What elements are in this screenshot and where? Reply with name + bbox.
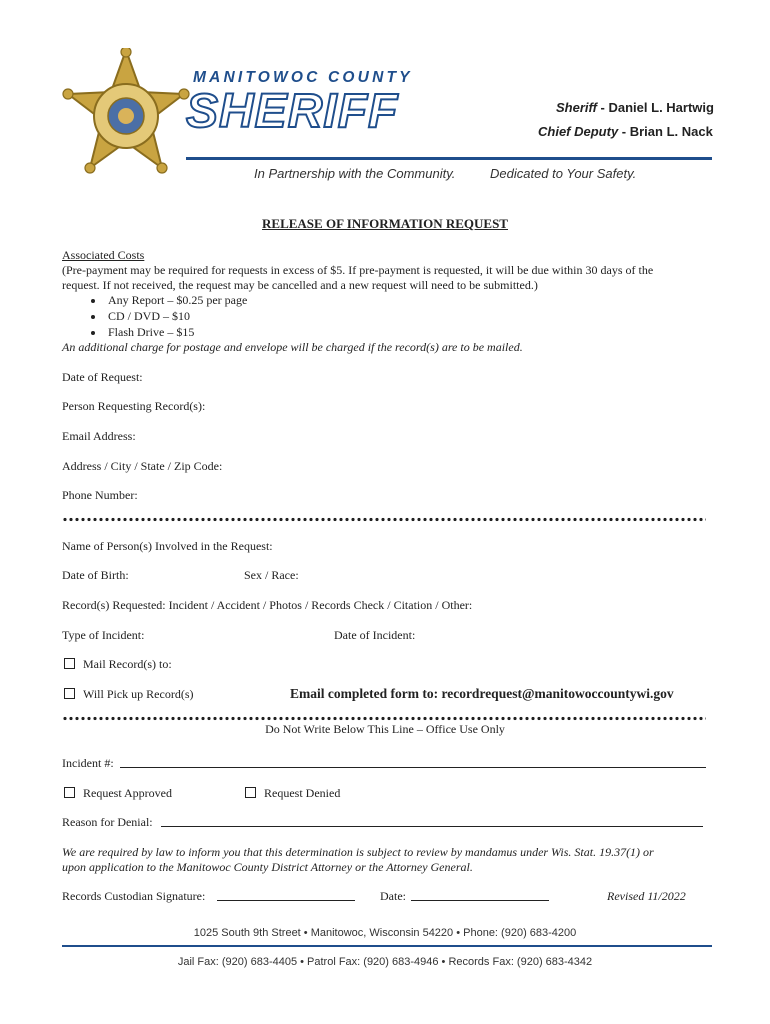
bullet-icon	[91, 299, 95, 303]
email-address-label: Email Address:	[62, 429, 136, 443]
mail-records-checkbox[interactable]	[64, 658, 75, 669]
office-use-note: Do Not Write Below This Line – Office Use Only	[265, 722, 505, 736]
costs-note-line-2: request. If not received, the request may be cancelled and a new request will need to be submitted.)	[62, 278, 538, 292]
phone-number-label: Phone Number:	[62, 488, 138, 502]
request-approved-checkbox[interactable]	[64, 787, 75, 798]
persons-involved-label: Name of Person(s) Involved in the Request:	[62, 539, 273, 553]
header-rule	[186, 157, 712, 160]
costs-note-line-1: (Pre-payment may be required for requests in excess of $5. If pre-payment is requested, it will be due within 30 days of the	[62, 263, 654, 277]
sex-race-label: Sex / Race:	[244, 568, 299, 582]
revised-date: Revised 11/2022	[607, 889, 686, 903]
mail-records-label: Mail Record(s) to:	[83, 657, 172, 671]
request-denied-checkbox[interactable]	[245, 787, 256, 798]
sheriff-star-badge	[62, 48, 190, 186]
sheriff-role: Sheriff	[556, 100, 597, 115]
date-line[interactable]	[411, 900, 549, 901]
person-requesting-label: Person Requesting Record(s):	[62, 399, 206, 413]
cost-item: Any Report – $0.25 per page	[108, 293, 248, 307]
footer-rule	[62, 945, 712, 947]
department-wordmark: SHERIFF	[186, 85, 399, 138]
dotted-divider	[62, 716, 706, 721]
type-of-incident-label: Type of Incident:	[62, 628, 145, 642]
pick-up-records-checkbox[interactable]	[64, 688, 75, 699]
cost-item: CD / DVD – $10	[108, 309, 191, 323]
date-label: Date:	[380, 889, 406, 903]
footer-fax-numbers: Jail Fax: (920) 683-4405 • Patrol Fax: (920) 683-4946 • Records Fax: (920) 683-4342	[177, 956, 593, 968]
sheriff-name-value: Daniel L. Hartwig	[608, 100, 714, 115]
request-denied-label: Request Denied	[264, 786, 341, 800]
tagline-safety: Dedicated to Your Safety.	[490, 166, 637, 181]
footer-address: 1025 South 9th Street • Manitowoc, Wisconsin 54220 • Phone: (920) 683-4200	[193, 927, 577, 939]
county-name: MANITOWOC COUNTY	[193, 69, 413, 86]
bullet-icon	[91, 315, 95, 319]
reason-for-denial-label: Reason for Denial:	[62, 815, 153, 829]
deputy-role: Chief Deputy	[538, 124, 619, 139]
email-instruction: Email completed form to: recordrequest@manitowoccountywi.gov	[290, 686, 674, 701]
incident-number-label: Incident #:	[62, 756, 114, 770]
form-title: RELEASE OF INFORMATION REQUEST	[262, 216, 508, 231]
costs-heading: Associated Costs	[62, 248, 145, 262]
bullet-icon	[91, 331, 95, 335]
tagline-partnership: In Partnership with the Community.	[254, 166, 456, 181]
pick-up-records-label: Will Pick up Record(s)	[83, 687, 194, 701]
deputy-name-value: Brian L. Nack	[629, 124, 713, 139]
cost-item: Flash Drive – $15	[108, 325, 195, 339]
chief-deputy-name: Chief Deputy - Brian L. Nack	[538, 124, 713, 139]
date-of-request-label: Date of Request:	[62, 370, 143, 384]
sheriff-name: Sheriff - Daniel L. Hartwig	[556, 100, 714, 115]
dotted-divider	[62, 517, 706, 522]
incident-number-line[interactable]	[120, 767, 706, 768]
reason-for-denial-line[interactable]	[161, 826, 703, 827]
postage-note: An additional charge for postage and envelope will be charged if the record(s) are to be mailed.	[62, 340, 523, 354]
law-note-line-1: We are required by law to inform you that this determination is subject to review by mandamus under Wis. Stat. 19.37(1) or	[62, 845, 654, 859]
custodian-signature-line[interactable]	[217, 900, 355, 901]
records-requested-label: Record(s) Requested: Incident / Accident / Photos / Records Check / Citation / Other:	[62, 598, 473, 612]
custodian-signature-label: Records Custodian Signature:	[62, 889, 206, 903]
law-note-line-2: upon application to the Manitowoc County District Attorney or the Attorney General.	[62, 860, 473, 874]
address-label: Address / City / State / Zip Code:	[62, 459, 223, 473]
request-approved-label: Request Approved	[83, 786, 172, 800]
date-of-birth-label: Date of Birth:	[62, 568, 129, 582]
date-of-incident-label: Date of Incident:	[334, 628, 416, 642]
